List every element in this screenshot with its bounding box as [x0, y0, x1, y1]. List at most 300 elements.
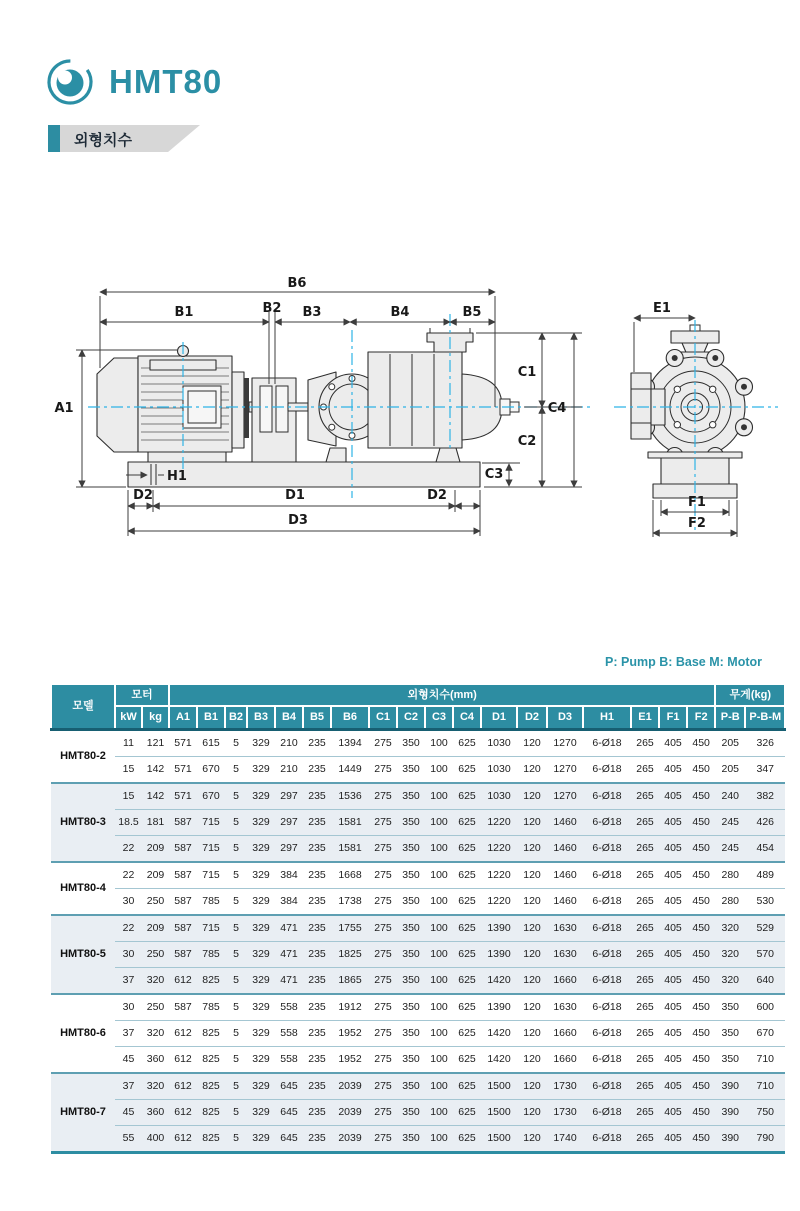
value-cell: 280 — [715, 888, 745, 915]
value-cell: 265 — [631, 915, 659, 942]
value-cell: 715 — [197, 915, 225, 942]
value-cell: 558 — [275, 1046, 303, 1073]
value-cell: 265 — [631, 967, 659, 994]
column-header-c3: C3 — [425, 706, 453, 729]
value-cell: 5 — [233, 1001, 239, 1014]
value-cell: 100 — [425, 888, 453, 915]
value-cell: 6-Ø18 — [583, 1099, 631, 1125]
value-cell: 120 — [517, 835, 547, 862]
column-header-e1: E1 — [631, 706, 659, 729]
value-cell: 100 — [425, 915, 453, 942]
value-cell: 350 — [397, 888, 425, 915]
model-group-HMT80-3 — [51, 783, 785, 862]
value-cell: 1500 — [481, 1125, 517, 1152]
value-cell: 5 — [225, 888, 247, 915]
value-cell: 30 — [115, 888, 142, 915]
value-cell: 1952 — [331, 1020, 369, 1046]
value-cell: 587 — [174, 869, 192, 882]
value-cell: 1630 — [547, 941, 583, 967]
value-cell: 120 — [523, 1001, 541, 1014]
value-cell: 615 — [202, 737, 220, 750]
value-cell: 450 — [687, 809, 715, 835]
value-cell: 6-Ø18 — [583, 941, 631, 967]
value-cell: 625 — [453, 783, 481, 810]
table-header — [51, 684, 785, 729]
dim-label-b2: B2 — [262, 301, 282, 316]
value-cell: 1030 — [481, 783, 517, 810]
value-cell: 181 — [142, 809, 169, 835]
value-cell: 120 — [517, 1099, 547, 1125]
value-cell: 235 — [308, 869, 326, 882]
value-cell: 245 — [715, 809, 745, 835]
value-cell: 710 — [745, 1073, 785, 1100]
value-cell: 2039 — [331, 1125, 369, 1152]
value-cell: 37 — [115, 1020, 142, 1046]
table-row — [51, 1099, 785, 1125]
model-group-HMT80-5 — [51, 915, 785, 994]
value-cell: 209 — [142, 835, 169, 862]
value-cell: 209 — [142, 915, 169, 942]
value-cell: 265 — [631, 941, 659, 967]
column-header-h1: H1 — [583, 706, 631, 729]
value-cell: 265 — [631, 1046, 659, 1073]
value-cell: 121 — [146, 737, 165, 750]
value-cell: 1740 — [547, 1125, 583, 1152]
value-cell: 235 — [303, 1020, 331, 1046]
value-cell: 209 — [146, 869, 165, 882]
value-cell: 100 — [425, 941, 453, 967]
value-cell: 235 — [303, 941, 331, 967]
value-cell: 329 — [252, 869, 270, 882]
value-cell: 6-Ø18 — [592, 869, 622, 882]
value-cell: 6-Ø18 — [592, 1001, 622, 1014]
dim-label-e1: E1 — [653, 301, 671, 316]
value-cell: 280 — [721, 869, 740, 882]
value-cell: 571 — [169, 756, 197, 783]
dim-label-d3: D3 — [288, 513, 308, 528]
value-cell: 612 — [169, 967, 197, 994]
value-cell: 350 — [397, 1099, 425, 1125]
value-cell: 612 — [169, 1046, 197, 1073]
value-cell: 6-Ø18 — [583, 915, 631, 942]
value-cell: 11 — [123, 737, 134, 750]
value-cell: 235 — [303, 1099, 331, 1125]
table-row — [51, 888, 785, 915]
column-header-b5: B5 — [303, 706, 331, 729]
value-cell: 5 — [225, 1020, 247, 1046]
value-cell: 235 — [308, 1001, 326, 1014]
value-cell: 1660 — [547, 1046, 583, 1073]
model-group-HMT80-6 — [51, 994, 785, 1073]
model-group-HMT80-4 — [51, 862, 785, 915]
value-cell: 100 — [425, 1046, 453, 1073]
value-cell: 350 — [402, 869, 420, 882]
value-cell: 1630 — [547, 915, 583, 942]
value-cell: 405 — [664, 737, 682, 750]
value-cell: 1220 — [481, 888, 517, 915]
value-cell: 790 — [745, 1125, 785, 1152]
value-cell: 275 — [369, 1073, 397, 1100]
value-cell: 30 — [115, 941, 142, 967]
model-cell: HMT80-2 — [60, 750, 106, 763]
value-cell: 100 — [425, 809, 453, 835]
value-cell: 15 — [115, 756, 142, 783]
value-cell: 715 — [197, 835, 225, 862]
value-cell: 6-Ø18 — [583, 967, 631, 994]
value-cell: 275 — [369, 888, 397, 915]
table-row — [51, 729, 785, 756]
value-cell: 329 — [247, 941, 275, 967]
value-cell: 5 — [225, 835, 247, 862]
value-cell: 6-Ø18 — [583, 1020, 631, 1046]
value-cell: 625 — [453, 941, 481, 967]
value-cell: 750 — [745, 1099, 785, 1125]
value-cell: 45 — [115, 1099, 142, 1125]
dim-label-d2-left: D2 — [133, 488, 153, 503]
table-row — [51, 1020, 785, 1046]
value-cell: 30 — [122, 1001, 135, 1014]
value-cell: 275 — [369, 783, 397, 810]
value-cell: 329 — [247, 1046, 275, 1073]
table-row — [51, 783, 785, 810]
value-cell: 265 — [631, 888, 659, 915]
value-cell: 384 — [280, 869, 298, 882]
value-cell: 450 — [692, 1001, 710, 1014]
section-badge — [48, 125, 200, 152]
dim-label-b3: B3 — [302, 305, 322, 320]
value-cell: 350 — [397, 1020, 425, 1046]
value-cell: 558 — [280, 1001, 298, 1014]
value-cell: 1730 — [547, 1073, 583, 1100]
value-cell: 530 — [745, 888, 785, 915]
value-cell: 297 — [275, 835, 303, 862]
value-cell: 710 — [745, 1046, 785, 1073]
value-cell: 6-Ø18 — [583, 783, 631, 810]
column-header-f1: F1 — [659, 706, 687, 729]
value-cell: 625 — [453, 809, 481, 835]
value-cell: 1270 — [547, 783, 583, 810]
value-cell: 120 — [517, 1125, 547, 1152]
value-cell: 6-Ø18 — [583, 835, 631, 862]
value-cell: 120 — [517, 756, 547, 783]
value-cell: 625 — [458, 1001, 476, 1014]
value-cell: 265 — [631, 1073, 659, 1100]
value-cell: 1390 — [487, 1001, 511, 1014]
value-cell: 640 — [745, 967, 785, 994]
value-cell: 450 — [687, 835, 715, 862]
column-header-weight: 무게(kg) — [715, 684, 785, 706]
taegeuk-swirl-icon — [46, 58, 94, 106]
column-header-d1: D1 — [481, 706, 517, 729]
value-cell: 265 — [631, 835, 659, 862]
value-cell: 450 — [687, 915, 715, 942]
value-cell: 382 — [745, 783, 785, 810]
value-cell: 275 — [369, 835, 397, 862]
column-header-p-b: P-B — [715, 706, 745, 729]
value-cell: 1449 — [331, 756, 369, 783]
value-cell: 329 — [247, 967, 275, 994]
value-cell: 450 — [687, 967, 715, 994]
value-cell: 350 — [397, 756, 425, 783]
value-cell: 587 — [169, 915, 197, 942]
column-header-b3: B3 — [247, 706, 275, 729]
value-cell: 320 — [142, 1020, 169, 1046]
value-cell: 350 — [397, 1073, 425, 1100]
value-cell: 55 — [115, 1125, 142, 1152]
value-cell: 120 — [523, 737, 541, 750]
value-cell: 329 — [247, 756, 275, 783]
value-cell: 320 — [715, 915, 745, 942]
value-cell: 390 — [715, 1125, 745, 1152]
value-cell: 645 — [275, 1099, 303, 1125]
value-cell: 5 — [233, 869, 239, 882]
value-cell: 405 — [659, 1099, 687, 1125]
column-header-kg: kg — [142, 706, 169, 729]
value-cell: 1668 — [338, 869, 362, 882]
column-header-c4: C4 — [453, 706, 481, 729]
value-cell: 450 — [692, 737, 710, 750]
value-cell: 329 — [247, 1073, 275, 1100]
value-cell: 265 — [631, 1099, 659, 1125]
value-cell: 612 — [169, 1020, 197, 1046]
value-cell: 350 — [397, 915, 425, 942]
value-cell: 120 — [523, 869, 541, 882]
value-cell: 1660 — [547, 1020, 583, 1046]
model-cell: HMT80-7 — [51, 1073, 115, 1153]
value-cell: 235 — [303, 1073, 331, 1100]
dim-label-b4: B4 — [390, 305, 410, 320]
value-cell: 350 — [715, 1046, 745, 1073]
value-cell: 450 — [687, 888, 715, 915]
value-cell: 100 — [425, 756, 453, 783]
value-cell: 625 — [453, 1125, 481, 1152]
value-cell: 329 — [247, 809, 275, 835]
value-cell: 37 — [115, 967, 142, 994]
value-cell: 587 — [174, 1001, 192, 1014]
value-cell: 100 — [425, 1073, 453, 1100]
column-header-d2: D2 — [517, 706, 547, 729]
value-cell: 1420 — [481, 1046, 517, 1073]
value-cell: 235 — [303, 1046, 331, 1073]
value-cell: 825 — [197, 1046, 225, 1073]
value-cell: 1536 — [331, 783, 369, 810]
column-header-b2: B2 — [225, 706, 247, 729]
value-cell: 100 — [425, 1099, 453, 1125]
value-cell: 240 — [715, 783, 745, 810]
section-badge-label: 외형치수 — [74, 132, 132, 149]
dim-label-a1: A1 — [54, 401, 74, 416]
value-cell: 390 — [715, 1073, 745, 1100]
value-cell: 405 — [664, 869, 682, 882]
value-cell: 265 — [636, 1001, 654, 1014]
value-cell: 100 — [425, 835, 453, 862]
value-cell: 1738 — [331, 888, 369, 915]
value-cell: 5 — [225, 809, 247, 835]
value-cell: 265 — [631, 809, 659, 835]
value-cell: 275 — [369, 1125, 397, 1152]
value-cell: 275 — [369, 915, 397, 942]
model-group-HMT80-2 — [51, 729, 785, 783]
value-cell: 405 — [659, 783, 687, 810]
dim-label-h1: H1 — [167, 469, 187, 484]
value-cell: 1270 — [547, 756, 583, 783]
value-cell: 1390 — [481, 941, 517, 967]
value-cell: 571 — [174, 737, 192, 750]
value-cell: 715 — [202, 869, 220, 882]
value-cell: 329 — [247, 783, 275, 810]
value-cell: 5 — [225, 1073, 247, 1100]
value-cell: 329 — [247, 1125, 275, 1152]
value-cell: 250 — [146, 1001, 165, 1014]
value-cell: 400 — [142, 1125, 169, 1152]
value-cell: 22 — [122, 869, 135, 882]
value-cell: 250 — [142, 888, 169, 915]
value-cell: 275 — [374, 869, 392, 882]
value-cell: 1500 — [481, 1099, 517, 1125]
value-cell: 142 — [142, 756, 169, 783]
value-cell: 350 — [402, 1001, 420, 1014]
dim-label-d1: D1 — [285, 488, 305, 503]
value-cell: 350 — [715, 1020, 745, 1046]
value-cell: 1660 — [547, 967, 583, 994]
column-header-p-b-m: P-B-M — [745, 706, 785, 729]
value-cell: 5 — [225, 941, 247, 967]
value-cell: 100 — [425, 1020, 453, 1046]
value-cell: 235 — [303, 783, 331, 810]
value-cell: 1460 — [547, 835, 583, 862]
value-cell: 100 — [430, 869, 448, 882]
model-cell: HMT80-5 — [51, 915, 115, 994]
table-row — [51, 862, 785, 889]
value-cell: 235 — [303, 967, 331, 994]
value-cell: 825 — [197, 1125, 225, 1152]
dim-label-c2: C2 — [517, 434, 537, 449]
value-cell: 5 — [225, 1125, 247, 1152]
value-cell: 1825 — [331, 941, 369, 967]
value-cell: 1755 — [331, 915, 369, 942]
value-cell: 45 — [115, 1046, 142, 1073]
value-cell: 350 — [402, 737, 420, 750]
dim-label-c3: C3 — [484, 467, 504, 482]
value-cell: 405 — [659, 1073, 687, 1100]
dim-label-f1: F1 — [688, 495, 706, 510]
value-cell: 265 — [631, 1020, 659, 1046]
value-cell: 120 — [517, 888, 547, 915]
value-cell: 1460 — [553, 869, 577, 882]
value-cell: 450 — [687, 1073, 715, 1100]
value-cell: 22 — [115, 835, 142, 862]
column-header-a1: A1 — [169, 706, 197, 729]
value-cell: 405 — [664, 1001, 682, 1014]
value-cell: 1220 — [481, 835, 517, 862]
value-cell: 587 — [169, 835, 197, 862]
value-cell: 235 — [303, 756, 331, 783]
value-cell: 250 — [142, 941, 169, 967]
column-header-d3: D3 — [547, 706, 583, 729]
column-header-b6: B6 — [331, 706, 369, 729]
table-row — [51, 941, 785, 967]
value-cell: 320 — [715, 941, 745, 967]
value-cell: 1460 — [547, 888, 583, 915]
value-cell: 454 — [745, 835, 785, 862]
value-cell: 625 — [458, 737, 476, 750]
dim-label-f2: F2 — [688, 516, 706, 531]
value-cell: 471 — [275, 941, 303, 967]
column-header-f2: F2 — [687, 706, 715, 729]
value-cell: 350 — [397, 941, 425, 967]
value-cell: 350 — [397, 783, 425, 810]
table-row — [51, 1046, 785, 1073]
value-cell: 265 — [631, 1125, 659, 1152]
value-cell: 350 — [397, 967, 425, 994]
value-cell: 120 — [517, 1073, 547, 1100]
value-cell: 5 — [233, 737, 239, 750]
value-cell: 297 — [275, 809, 303, 835]
table-row — [51, 1073, 785, 1100]
value-cell: 235 — [303, 888, 331, 915]
value-cell: 37 — [115, 1073, 142, 1100]
value-cell: 275 — [369, 756, 397, 783]
value-cell: 5 — [225, 1046, 247, 1073]
value-cell: 18.5 — [115, 809, 142, 835]
legend-note: P: Pump B: Base M: Motor — [605, 655, 762, 669]
value-cell: 1420 — [481, 1020, 517, 1046]
column-header-b1: B1 — [197, 706, 225, 729]
value-cell: 100 — [430, 1001, 448, 1014]
value-cell: 1952 — [331, 1046, 369, 1073]
model-cell: HMT80-3 — [51, 783, 115, 862]
value-cell: 22 — [115, 915, 142, 942]
value-cell: 825 — [197, 1020, 225, 1046]
column-header-motor: 모터 — [115, 684, 169, 706]
value-cell: 489 — [756, 869, 775, 882]
value-cell: 612 — [169, 1099, 197, 1125]
value-cell: 1220 — [481, 809, 517, 835]
value-cell: 6-Ø18 — [583, 1125, 631, 1152]
value-cell: 1030 — [487, 737, 511, 750]
value-cell: 210 — [275, 756, 303, 783]
value-cell: 120 — [517, 1046, 547, 1073]
value-cell: 625 — [453, 835, 481, 862]
value-cell: 5 — [225, 967, 247, 994]
value-cell: 235 — [303, 1125, 331, 1152]
table-row — [51, 809, 785, 835]
value-cell: 2039 — [331, 1073, 369, 1100]
value-cell: 6-Ø18 — [583, 1073, 631, 1100]
value-cell: 625 — [458, 869, 476, 882]
brand-header — [46, 58, 222, 106]
value-cell: 558 — [275, 1020, 303, 1046]
value-cell: 235 — [303, 915, 331, 942]
value-cell: 275 — [374, 1001, 392, 1014]
value-cell: 120 — [517, 809, 547, 835]
value-cell: 715 — [197, 809, 225, 835]
value-cell: 825 — [197, 1099, 225, 1125]
value-cell: 265 — [636, 737, 654, 750]
value-cell: 205 — [715, 756, 745, 783]
value-cell: 450 — [687, 1046, 715, 1073]
value-cell: 405 — [659, 888, 687, 915]
value-cell: 625 — [453, 1020, 481, 1046]
value-cell: 360 — [142, 1099, 169, 1125]
value-cell: 235 — [303, 809, 331, 835]
value-cell: 6-Ø18 — [583, 809, 631, 835]
value-cell: 350 — [397, 835, 425, 862]
value-cell: 405 — [659, 1046, 687, 1073]
value-cell: 120 — [517, 967, 547, 994]
column-header-c2: C2 — [397, 706, 425, 729]
value-cell: 320 — [142, 1073, 169, 1100]
